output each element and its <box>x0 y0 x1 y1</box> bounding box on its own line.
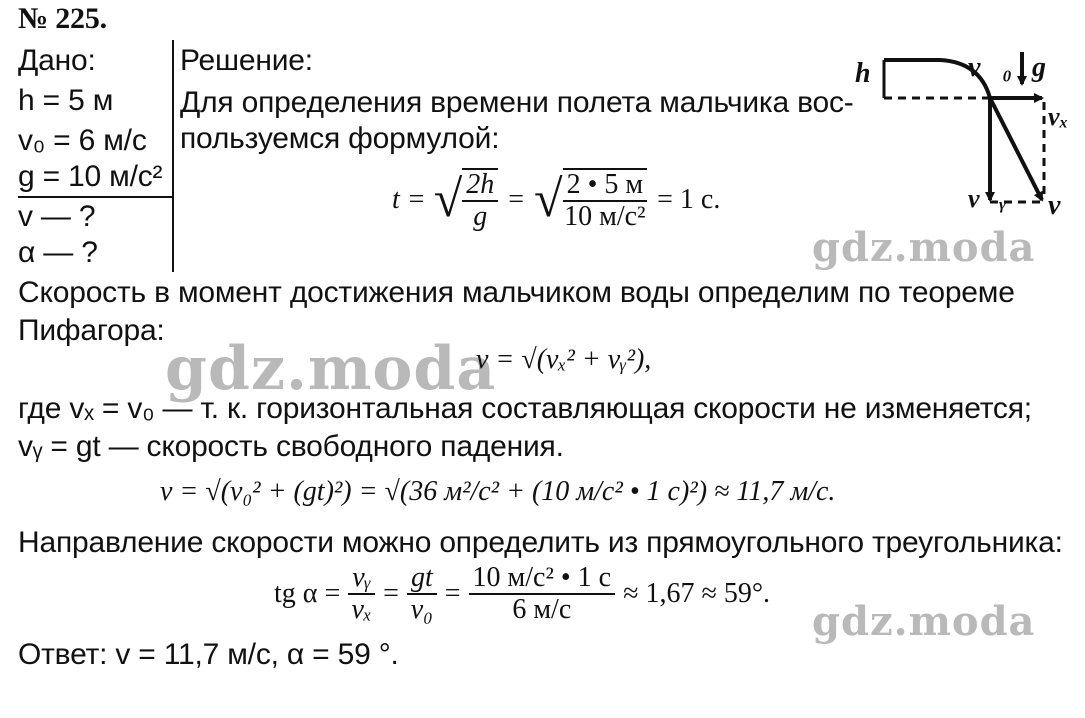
sqrt2-denominator: 10 м/с² <box>564 201 646 232</box>
label-v: v⃗ <box>1048 190 1083 221</box>
formula-time <box>392 160 720 240</box>
sqrt2-numerator: 2 • 5 м <box>563 170 648 202</box>
given-h: h = 5 м <box>18 84 114 117</box>
tg-fraction1 <box>348 563 375 625</box>
given-vertical-divider <box>172 40 174 272</box>
eq-sign: = <box>383 578 399 609</box>
watermark-top-right: gdz.moda <box>812 224 1036 271</box>
given-find-alpha: α — ? <box>18 236 98 269</box>
tg-f3-den: 6 м/с <box>512 594 572 625</box>
sqrt2-fraction <box>563 168 648 232</box>
tg-f3-num: 10 м/с² • 1 с <box>469 563 616 595</box>
sqrt-sign: √ <box>534 171 563 228</box>
sqrt-sign: √ <box>433 171 463 228</box>
tg-f1-den: vₓ <box>351 594 372 625</box>
tg-fraction2 <box>407 563 437 625</box>
solution-label: Решение: <box>180 44 313 77</box>
tg-f2-num: gt <box>407 563 437 595</box>
tg-fraction3 <box>469 563 616 625</box>
watermark-bottom-right: gdz.moda <box>812 598 1036 645</box>
solution-intro-line2: пользуемся формулой: <box>180 122 500 155</box>
given-find-v: v — ? <box>18 200 96 233</box>
label-vy: v⃗ᵧ <box>968 184 1007 213</box>
formula-tg <box>274 556 770 632</box>
tg-f2-den: v₀ <box>410 594 433 625</box>
eq-sign: = <box>444 578 461 609</box>
formula-v: v = √(vₓ² + vᵧ²), <box>476 344 652 375</box>
label-v0: v⃗₀ <box>968 52 1012 83</box>
given-v0: v₀ = 6 м/с <box>18 124 147 157</box>
given-label: Дано: <box>18 44 96 77</box>
formula-t-eq: = <box>508 184 525 215</box>
formula-tg-lhs: tg α = <box>274 578 341 609</box>
direction-line: Направление скорости можно определить из прямоугольного треугольника: <box>18 526 1063 559</box>
sqrt1-numerator: 2h <box>462 170 498 202</box>
vy-line: vᵧ = gt — скорость свободного падения. <box>18 430 564 463</box>
label-vx: vₓ <box>1048 102 1069 131</box>
where-line: где vₓ = v₀ — т. к. горизонтальная составляющая скорости не изменяется; <box>18 392 1032 425</box>
problem-number: № 225. <box>18 2 107 35</box>
given-g: g = 10 м/с² <box>18 160 163 193</box>
sqrt1-fraction <box>462 168 498 232</box>
tg-f1-num: vᵧ <box>348 563 375 595</box>
formula-t-result: = 1 с. <box>657 184 721 215</box>
solution-intro-line1: Для определения времени полета мальчика вос- <box>180 86 854 119</box>
label-h: h <box>855 58 871 89</box>
formula-t-lhs: t = <box>392 184 426 215</box>
sqrt1-denominator: g <box>473 201 488 232</box>
speed-line1: Скорость в момент достижения мальчиком воды определим по теореме <box>18 276 1015 309</box>
given-horizontal-divider <box>18 196 172 198</box>
watermark-middle: gdz.moda <box>165 334 497 404</box>
tg-result: ≈ 1,67 ≈ 59°. <box>623 578 771 609</box>
label-g: g⃗ <box>1032 52 1068 83</box>
speed-line2: Пифагора: <box>18 314 165 347</box>
formula-v-numeric: v = √(v₀² + (gt)²) = √(36 м²/с² + (10 м/с² • 1 с)²) ≈ 11,7 м/с. <box>160 476 836 507</box>
answer-line: Ответ: v = 11,7 м/с, α = 59 °. <box>18 638 399 671</box>
